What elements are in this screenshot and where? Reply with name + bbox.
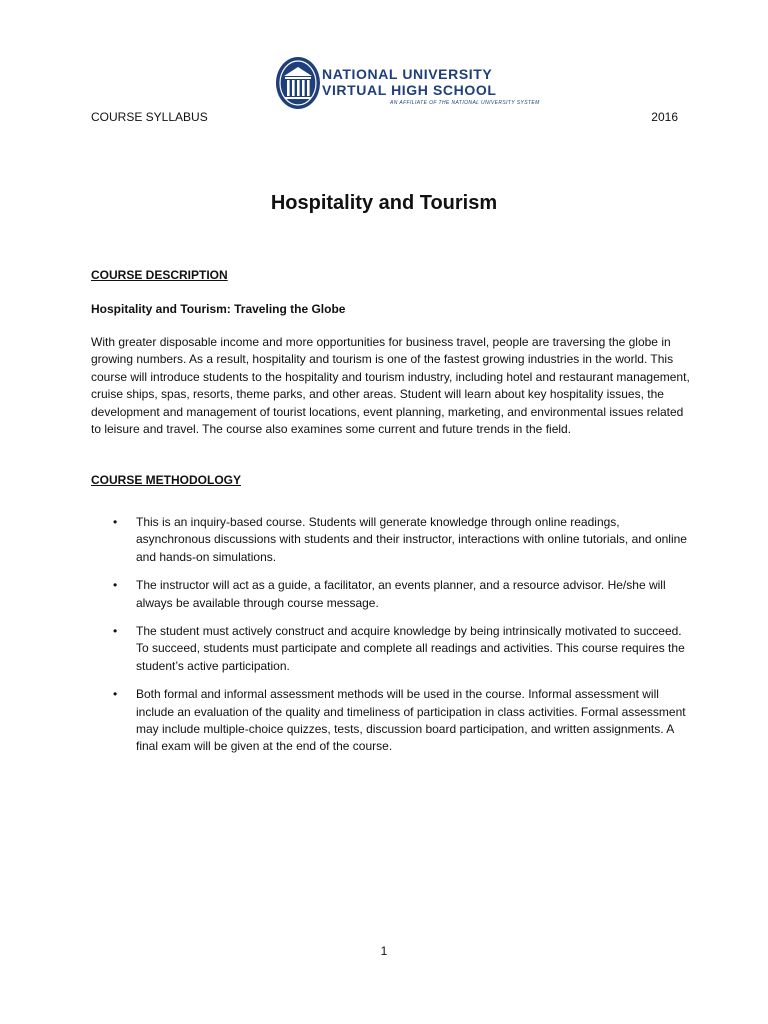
course-description-paragraph: With greater disposable income and more opportunities for business travel, people are traversing the globe in growing numbers. As a result, hospitality and tourism is one of the fastest growing industries in the world. This course will introduce students to the hospitality and tourism industry, including hotel and restaurant management, cruise ships, spas, resorts, theme parks, and other areas. Student will learn about key hospitality issues, the development and management of tourist locations, event planning, marketing, and environmental issues related to leisure and travel. The course also examines some current and future trends in the field. [91, 335, 690, 437]
list-item [91, 514, 691, 566]
course-subheading: Hospitality and Tourism: Traveling the Globe [91, 302, 346, 316]
course-description-heading: COURSE DESCRIPTION [91, 268, 228, 282]
bullet-icon: • [113, 687, 118, 702]
methodology-list [91, 514, 691, 767]
course-methodology-heading: COURSE METHODOLOGY [91, 473, 242, 487]
list-item [91, 686, 691, 756]
bullet-icon: • [113, 515, 118, 529]
list-item-text: The student must actively construct and acquire knowledge by being intrinsically motivated to succeed. To succeed, students must participate and complete all readings and activities. This course requires the student’s active participation. [136, 624, 685, 673]
list-item-text: Both formal and informal assessment methods will be used in the course. Informal assessment will include an evaluation of the quality and timeliness of participation in class activities. Formal assessment may include multiple-choice quizzes, tests, discussion board participation, and written assignments. A final exam will be given at the end of the course. [136, 687, 686, 754]
bullet-icon: • [113, 624, 118, 639]
columns-seal-icon [275, 56, 321, 110]
list-item-text: This is an inquiry-based course. Students will generate knowledge through online readings, asynchronous discussions with students and their instructor, interactions with online tutorials, and online and hands-on simulations. [136, 515, 687, 564]
logo-text-line2: VIRTUAL HIGH SCHOOL [322, 82, 497, 98]
header-year: 2016 [651, 110, 678, 124]
page-number: 1 [380, 944, 388, 958]
logo-tagline: AN AFFILIATE OF THE NATIONAL UNIVERSITY SYSTEM [390, 100, 540, 106]
list-item [91, 577, 691, 612]
logo-text-line1: NATIONAL UNIVERSITY [322, 66, 493, 82]
university-logo [275, 56, 540, 114]
list-item [91, 623, 691, 675]
list-item-text: The instructor will act as a guide, a facilitator, an events planner, and a resource advisor. He/she will always be available through course message. [136, 578, 666, 610]
header-course-syllabus: COURSE SYLLABUS [91, 110, 208, 124]
document-title: Hospitality and Tourism [270, 192, 498, 214]
bullet-icon: • [113, 578, 118, 593]
